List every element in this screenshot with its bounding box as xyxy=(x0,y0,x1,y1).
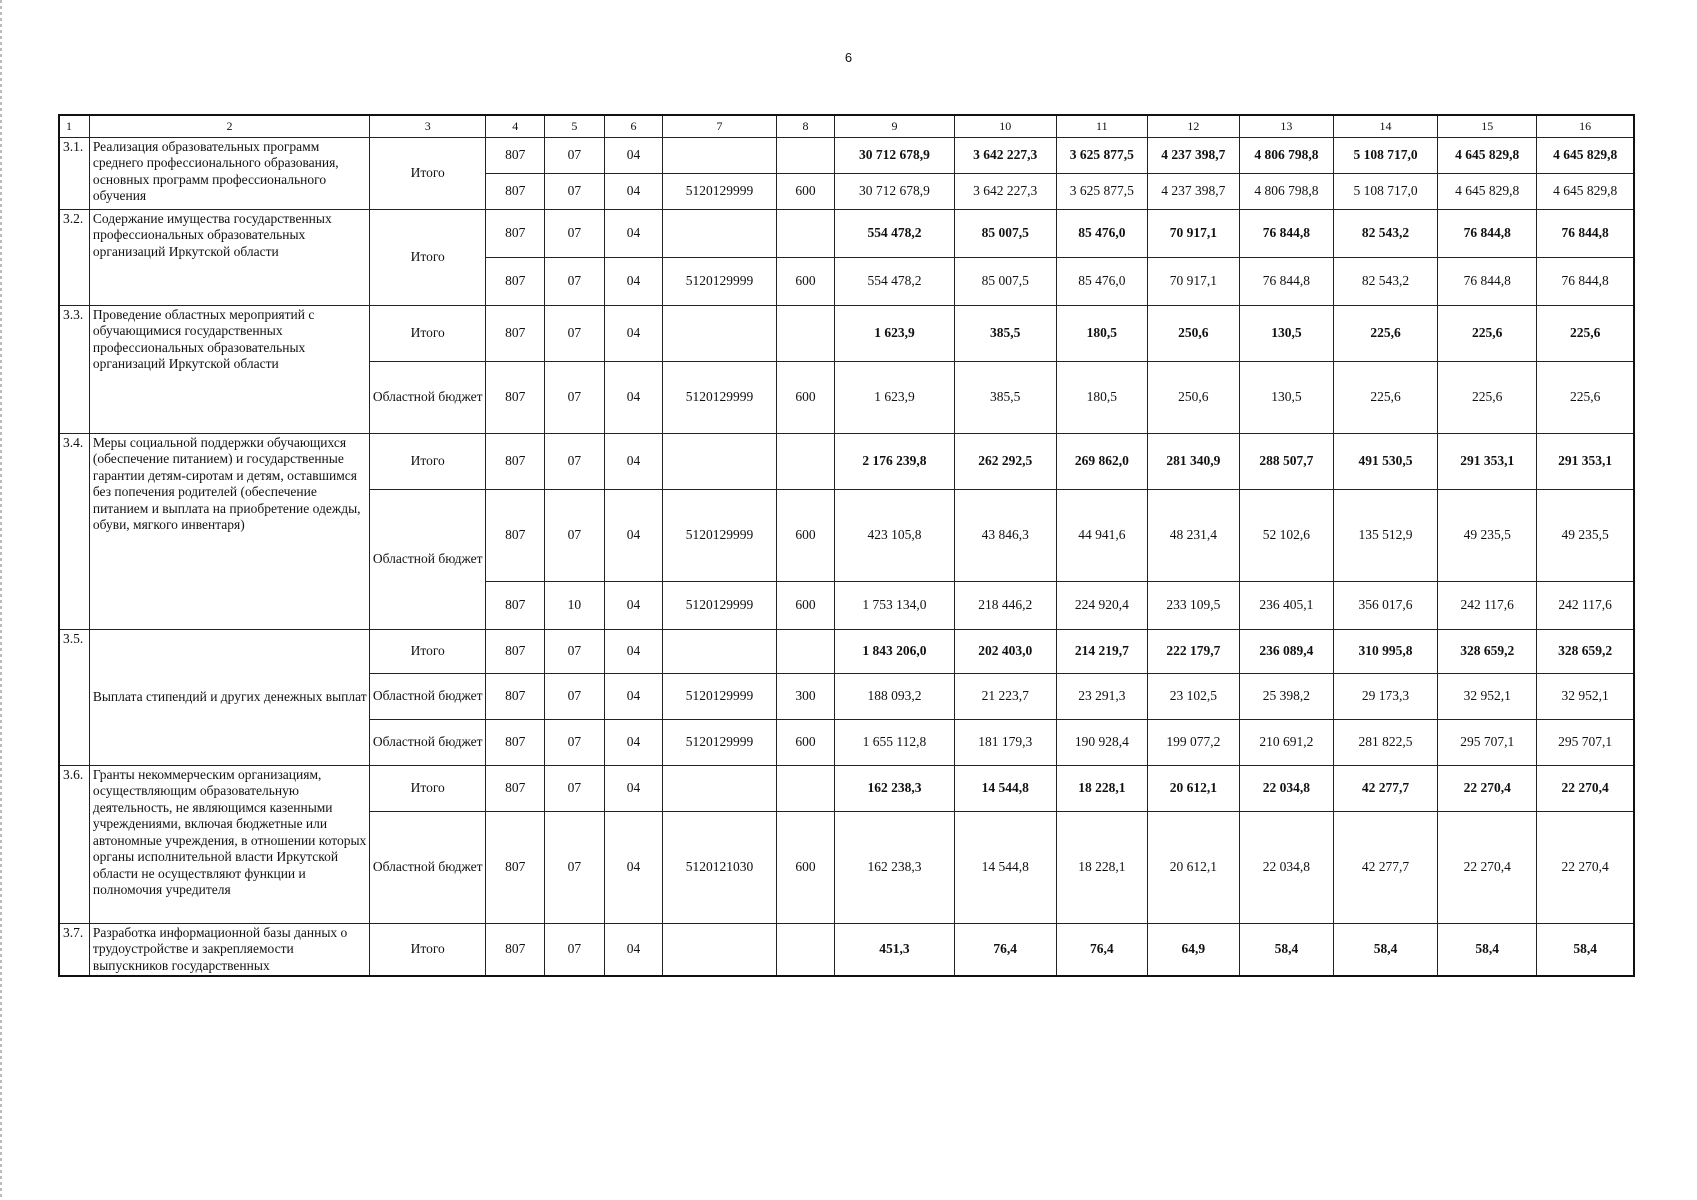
amount-cell: 76 844,8 xyxy=(1239,210,1333,258)
amount-cell: 82 543,2 xyxy=(1333,210,1437,258)
amount-cell: 29 173,3 xyxy=(1333,674,1437,720)
code-c6: 04 xyxy=(604,490,663,582)
header-row xyxy=(59,115,1634,138)
amount-cell: 250,6 xyxy=(1147,306,1239,362)
funding-source: Итого xyxy=(370,766,486,812)
code-c8: 600 xyxy=(776,258,835,306)
amount-cell: 49 235,5 xyxy=(1438,490,1537,582)
table-row xyxy=(59,138,1634,174)
code-c4: 807 xyxy=(486,174,545,210)
amount-cell: 181 179,3 xyxy=(954,720,1056,766)
amount-cell: 225,6 xyxy=(1333,362,1437,434)
code-c5: 07 xyxy=(545,630,605,674)
amount-cell: 4 645 829,8 xyxy=(1537,174,1634,210)
code-c8: 600 xyxy=(776,362,835,434)
amount-cell: 52 102,6 xyxy=(1239,490,1333,582)
amount-cell: 70 917,1 xyxy=(1147,258,1239,306)
budget-table xyxy=(58,114,1635,977)
funding-source: Итого xyxy=(370,210,486,306)
amount-cell: 3 625 877,5 xyxy=(1056,174,1147,210)
code-c7: 5120129999 xyxy=(663,674,776,720)
amount-cell: 1 753 134,0 xyxy=(835,582,954,630)
amount-cell: 180,5 xyxy=(1056,362,1147,434)
amount-cell: 1 623,9 xyxy=(835,306,954,362)
code-c5: 07 xyxy=(545,306,605,362)
amount-cell: 225,6 xyxy=(1537,362,1634,434)
amount-cell: 262 292,5 xyxy=(954,434,1056,490)
code-c5: 07 xyxy=(545,924,605,977)
amount-cell: 23 102,5 xyxy=(1147,674,1239,720)
amount-cell: 1 843 206,0 xyxy=(835,630,954,674)
table-row xyxy=(59,766,1634,812)
code-c8 xyxy=(776,306,835,362)
amount-cell: 291 353,1 xyxy=(1537,434,1634,490)
amount-cell: 199 077,2 xyxy=(1147,720,1239,766)
code-c6: 04 xyxy=(604,924,663,977)
code-c5: 07 xyxy=(545,812,605,924)
amount-cell: 58,4 xyxy=(1438,924,1537,977)
amount-cell: 76 844,8 xyxy=(1537,210,1634,258)
code-c6: 04 xyxy=(604,434,663,490)
amount-cell: 328 659,2 xyxy=(1537,630,1634,674)
code-c4: 807 xyxy=(486,434,545,490)
row-index: 3.2. xyxy=(59,210,89,306)
amount-cell: 202 403,0 xyxy=(954,630,1056,674)
funding-source: Областной бюджет xyxy=(370,812,486,924)
amount-cell: 49 235,5 xyxy=(1537,490,1634,582)
code-c8: 600 xyxy=(776,582,835,630)
amount-cell: 4 645 829,8 xyxy=(1438,138,1537,174)
amount-cell: 22 270,4 xyxy=(1537,812,1634,924)
code-c8 xyxy=(776,924,835,977)
amount-cell: 3 642 227,3 xyxy=(954,138,1056,174)
row-index: 3.5. xyxy=(59,630,89,766)
code-c6: 04 xyxy=(604,674,663,720)
code-c8 xyxy=(776,766,835,812)
row-index: 3.4. xyxy=(59,434,89,630)
code-c5: 07 xyxy=(545,138,605,174)
header-cell: 15 xyxy=(1438,115,1537,138)
amount-cell: 236 405,1 xyxy=(1239,582,1333,630)
table-row xyxy=(59,306,1634,362)
code-c4: 807 xyxy=(486,362,545,434)
amount-cell: 225,6 xyxy=(1438,362,1537,434)
amount-cell: 2 176 239,8 xyxy=(835,434,954,490)
code-c4: 807 xyxy=(486,306,545,362)
code-c6: 04 xyxy=(604,138,663,174)
amount-cell: 190 928,4 xyxy=(1056,720,1147,766)
code-c7 xyxy=(663,434,776,490)
amount-cell: 76,4 xyxy=(954,924,1056,977)
amount-cell: 225,6 xyxy=(1438,306,1537,362)
amount-cell: 64,9 xyxy=(1147,924,1239,977)
code-c7 xyxy=(663,210,776,258)
amount-cell: 236 089,4 xyxy=(1239,630,1333,674)
amount-cell: 4 237 398,7 xyxy=(1147,174,1239,210)
code-c6: 04 xyxy=(604,812,663,924)
code-c6: 04 xyxy=(604,582,663,630)
amount-cell: 23 291,3 xyxy=(1056,674,1147,720)
row-index: 3.7. xyxy=(59,924,89,977)
amount-cell: 85 007,5 xyxy=(954,210,1056,258)
amount-cell: 42 277,7 xyxy=(1333,812,1437,924)
code-c5: 07 xyxy=(545,258,605,306)
amount-cell: 554 478,2 xyxy=(835,210,954,258)
amount-cell: 242 117,6 xyxy=(1438,582,1537,630)
code-c6: 04 xyxy=(604,174,663,210)
funding-source: Областной бюджет xyxy=(370,674,486,720)
code-c5: 07 xyxy=(545,434,605,490)
amount-cell: 295 707,1 xyxy=(1537,720,1634,766)
header-cell: 8 xyxy=(776,115,835,138)
amount-cell: 385,5 xyxy=(954,362,1056,434)
amount-cell: 5 108 717,0 xyxy=(1333,138,1437,174)
amount-cell: 291 353,1 xyxy=(1438,434,1537,490)
funding-source: Итого xyxy=(370,434,486,490)
amount-cell: 76 844,8 xyxy=(1537,258,1634,306)
header-cell: 11 xyxy=(1056,115,1147,138)
header-cell: 3 xyxy=(370,115,486,138)
amount-cell: 423 105,8 xyxy=(835,490,954,582)
code-c8 xyxy=(776,138,835,174)
amount-cell: 130,5 xyxy=(1239,362,1333,434)
amount-cell: 328 659,2 xyxy=(1438,630,1537,674)
code-c4: 807 xyxy=(486,630,545,674)
page-number: 6 xyxy=(844,50,853,65)
amount-cell: 58,4 xyxy=(1333,924,1437,977)
amount-cell: 76 844,8 xyxy=(1438,210,1537,258)
row-title: Гранты некоммерческим организациям, осуществляющим образовательную деятельность, не являющимся казенными учреждениями, включая бюджетные или автономные учреждения, в отношении которых органы исполнительной власти Иркутской области не осуществляют функции и полномочия учредителя xyxy=(89,766,369,924)
amount-cell: 76 844,8 xyxy=(1239,258,1333,306)
table-row xyxy=(59,924,1634,977)
amount-cell: 44 941,6 xyxy=(1056,490,1147,582)
code-c4: 807 xyxy=(486,210,545,258)
funding-source: Итого xyxy=(370,306,486,362)
amount-cell: 22 034,8 xyxy=(1239,766,1333,812)
code-c4: 807 xyxy=(486,490,545,582)
code-c8: 600 xyxy=(776,812,835,924)
header-cell: 16 xyxy=(1537,115,1634,138)
code-c6: 04 xyxy=(604,766,663,812)
amount-cell: 43 846,3 xyxy=(954,490,1056,582)
amount-cell: 1 623,9 xyxy=(835,362,954,434)
code-c7: 5120129999 xyxy=(663,362,776,434)
code-c4: 807 xyxy=(486,258,545,306)
amount-cell: 18 228,1 xyxy=(1056,766,1147,812)
code-c7: 5120129999 xyxy=(663,258,776,306)
code-c7: 5120121030 xyxy=(663,812,776,924)
amount-cell: 5 108 717,0 xyxy=(1333,174,1437,210)
amount-cell: 225,6 xyxy=(1333,306,1437,362)
amount-cell: 4 806 798,8 xyxy=(1239,138,1333,174)
amount-cell: 85 007,5 xyxy=(954,258,1056,306)
amount-cell: 162 238,3 xyxy=(835,812,954,924)
code-c5: 07 xyxy=(545,674,605,720)
code-c8: 600 xyxy=(776,720,835,766)
row-title: Содержание имущества государственных профессиональных образовательных организаций Иркутской области xyxy=(89,210,369,306)
amount-cell: 76 844,8 xyxy=(1438,258,1537,306)
header-cell: 1 xyxy=(59,115,89,138)
amount-cell: 85 476,0 xyxy=(1056,258,1147,306)
amount-cell: 295 707,1 xyxy=(1438,720,1537,766)
amount-cell: 218 446,2 xyxy=(954,582,1056,630)
code-c7 xyxy=(663,924,776,977)
row-index: 3.1. xyxy=(59,138,89,210)
amount-cell: 214 219,7 xyxy=(1056,630,1147,674)
funding-source: Областной бюджет xyxy=(370,720,486,766)
funding-source: Областной бюджет xyxy=(370,490,486,630)
amount-cell: 70 917,1 xyxy=(1147,210,1239,258)
code-c5: 07 xyxy=(545,720,605,766)
table-row xyxy=(59,434,1634,490)
table-row xyxy=(59,210,1634,258)
code-c5: 07 xyxy=(545,362,605,434)
page-edge xyxy=(0,0,2,1200)
amount-cell: 356 017,6 xyxy=(1333,582,1437,630)
code-c7 xyxy=(663,766,776,812)
amount-cell: 4 237 398,7 xyxy=(1147,138,1239,174)
amount-cell: 3 642 227,3 xyxy=(954,174,1056,210)
amount-cell: 25 398,2 xyxy=(1239,674,1333,720)
amount-cell: 76,4 xyxy=(1056,924,1147,977)
amount-cell: 224 920,4 xyxy=(1056,582,1147,630)
funding-source: Итого xyxy=(370,630,486,674)
amount-cell: 385,5 xyxy=(954,306,1056,362)
funding-source: Областной бюджет xyxy=(370,362,486,434)
amount-cell: 269 862,0 xyxy=(1056,434,1147,490)
amount-cell: 4 645 829,8 xyxy=(1537,138,1634,174)
amount-cell: 14 544,8 xyxy=(954,766,1056,812)
code-c7: 5120129999 xyxy=(663,490,776,582)
header-cell: 5 xyxy=(545,115,605,138)
amount-cell: 30 712 678,9 xyxy=(835,138,954,174)
code-c4: 807 xyxy=(486,766,545,812)
amount-cell: 58,4 xyxy=(1239,924,1333,977)
amount-cell: 310 995,8 xyxy=(1333,630,1437,674)
code-c7: 5120129999 xyxy=(663,582,776,630)
code-c4: 807 xyxy=(486,138,545,174)
row-index: 3.6. xyxy=(59,766,89,924)
funding-source: Итого xyxy=(370,924,486,977)
amount-cell: 250,6 xyxy=(1147,362,1239,434)
header-cell: 9 xyxy=(835,115,954,138)
code-c6: 04 xyxy=(604,306,663,362)
code-c4: 807 xyxy=(486,720,545,766)
amount-cell: 242 117,6 xyxy=(1537,582,1634,630)
amount-cell: 32 952,1 xyxy=(1438,674,1537,720)
amount-cell: 130,5 xyxy=(1239,306,1333,362)
header-cell: 4 xyxy=(486,115,545,138)
code-c4: 807 xyxy=(486,674,545,720)
amount-cell: 85 476,0 xyxy=(1056,210,1147,258)
amount-cell: 222 179,7 xyxy=(1147,630,1239,674)
funding-source: Итого xyxy=(370,138,486,210)
amount-cell: 288 507,7 xyxy=(1239,434,1333,490)
amount-cell: 281 340,9 xyxy=(1147,434,1239,490)
code-c4: 807 xyxy=(486,812,545,924)
row-title: Проведение областных мероприятий с обучающимися государственных профессиональных образовательных организаций Иркутской области xyxy=(89,306,369,434)
header-cell: 14 xyxy=(1333,115,1437,138)
row-index: 3.3. xyxy=(59,306,89,434)
header-cell: 12 xyxy=(1147,115,1239,138)
amount-cell: 162 238,3 xyxy=(835,766,954,812)
header-cell: 2 xyxy=(89,115,369,138)
amount-cell: 20 612,1 xyxy=(1147,812,1239,924)
code-c5: 07 xyxy=(545,174,605,210)
header-cell: 10 xyxy=(954,115,1056,138)
row-title: Разработка информационной базы данных о трудоустройстве и закрепляемости выпускников государственных xyxy=(89,924,369,977)
amount-cell: 20 612,1 xyxy=(1147,766,1239,812)
row-title: Выплата стипендий и других денежных выплат xyxy=(89,630,369,766)
amount-cell: 21 223,7 xyxy=(954,674,1056,720)
code-c5: 07 xyxy=(545,210,605,258)
amount-cell: 18 228,1 xyxy=(1056,812,1147,924)
amount-cell: 22 270,4 xyxy=(1438,766,1537,812)
amount-cell: 554 478,2 xyxy=(835,258,954,306)
amount-cell: 1 655 112,8 xyxy=(835,720,954,766)
code-c7 xyxy=(663,630,776,674)
header-cell: 13 xyxy=(1239,115,1333,138)
amount-cell: 135 512,9 xyxy=(1333,490,1437,582)
amount-cell: 4 645 829,8 xyxy=(1438,174,1537,210)
amount-cell: 180,5 xyxy=(1056,306,1147,362)
code-c8: 300 xyxy=(776,674,835,720)
row-title: Реализация образовательных программ среднего профессионального образования, основных программ профессионального обучения xyxy=(89,138,369,210)
code-c8 xyxy=(776,630,835,674)
amount-cell: 82 543,2 xyxy=(1333,258,1437,306)
amount-cell: 22 270,4 xyxy=(1537,766,1634,812)
header-cell: 7 xyxy=(663,115,776,138)
code-c8 xyxy=(776,434,835,490)
amount-cell: 188 093,2 xyxy=(835,674,954,720)
table-row xyxy=(59,630,1634,674)
amount-cell: 451,3 xyxy=(835,924,954,977)
amount-cell: 210 691,2 xyxy=(1239,720,1333,766)
code-c6: 04 xyxy=(604,258,663,306)
amount-cell: 58,4 xyxy=(1537,924,1634,977)
code-c8: 600 xyxy=(776,174,835,210)
code-c5: 07 xyxy=(545,490,605,582)
code-c7: 5120129999 xyxy=(663,720,776,766)
amount-cell: 225,6 xyxy=(1537,306,1634,362)
code-c8 xyxy=(776,210,835,258)
code-c6: 04 xyxy=(604,210,663,258)
code-c5: 10 xyxy=(545,582,605,630)
amount-cell: 233 109,5 xyxy=(1147,582,1239,630)
header-cell: 6 xyxy=(604,115,663,138)
code-c6: 04 xyxy=(604,630,663,674)
amount-cell: 48 231,4 xyxy=(1147,490,1239,582)
amount-cell: 14 544,8 xyxy=(954,812,1056,924)
code-c5: 07 xyxy=(545,766,605,812)
code-c8: 600 xyxy=(776,490,835,582)
amount-cell: 3 625 877,5 xyxy=(1056,138,1147,174)
code-c6: 04 xyxy=(604,362,663,434)
code-c7 xyxy=(663,306,776,362)
amount-cell: 22 270,4 xyxy=(1438,812,1537,924)
code-c7 xyxy=(663,138,776,174)
code-c7: 5120129999 xyxy=(663,174,776,210)
amount-cell: 4 806 798,8 xyxy=(1239,174,1333,210)
amount-cell: 491 530,5 xyxy=(1333,434,1437,490)
row-title: Меры социальной поддержки обучающихся (обеспечение питанием) и государственные гарантии детям-сиротам и детям, оставшимся без попечения родителей (обеспечение питанием и выплата на приобретение одежды, обуви, мягкого инвентаря) xyxy=(89,434,369,630)
code-c4: 807 xyxy=(486,924,545,977)
amount-cell: 42 277,7 xyxy=(1333,766,1437,812)
amount-cell: 32 952,1 xyxy=(1537,674,1634,720)
code-c6: 04 xyxy=(604,720,663,766)
amount-cell: 30 712 678,9 xyxy=(835,174,954,210)
amount-cell: 281 822,5 xyxy=(1333,720,1437,766)
code-c4: 807 xyxy=(486,582,545,630)
amount-cell: 22 034,8 xyxy=(1239,812,1333,924)
